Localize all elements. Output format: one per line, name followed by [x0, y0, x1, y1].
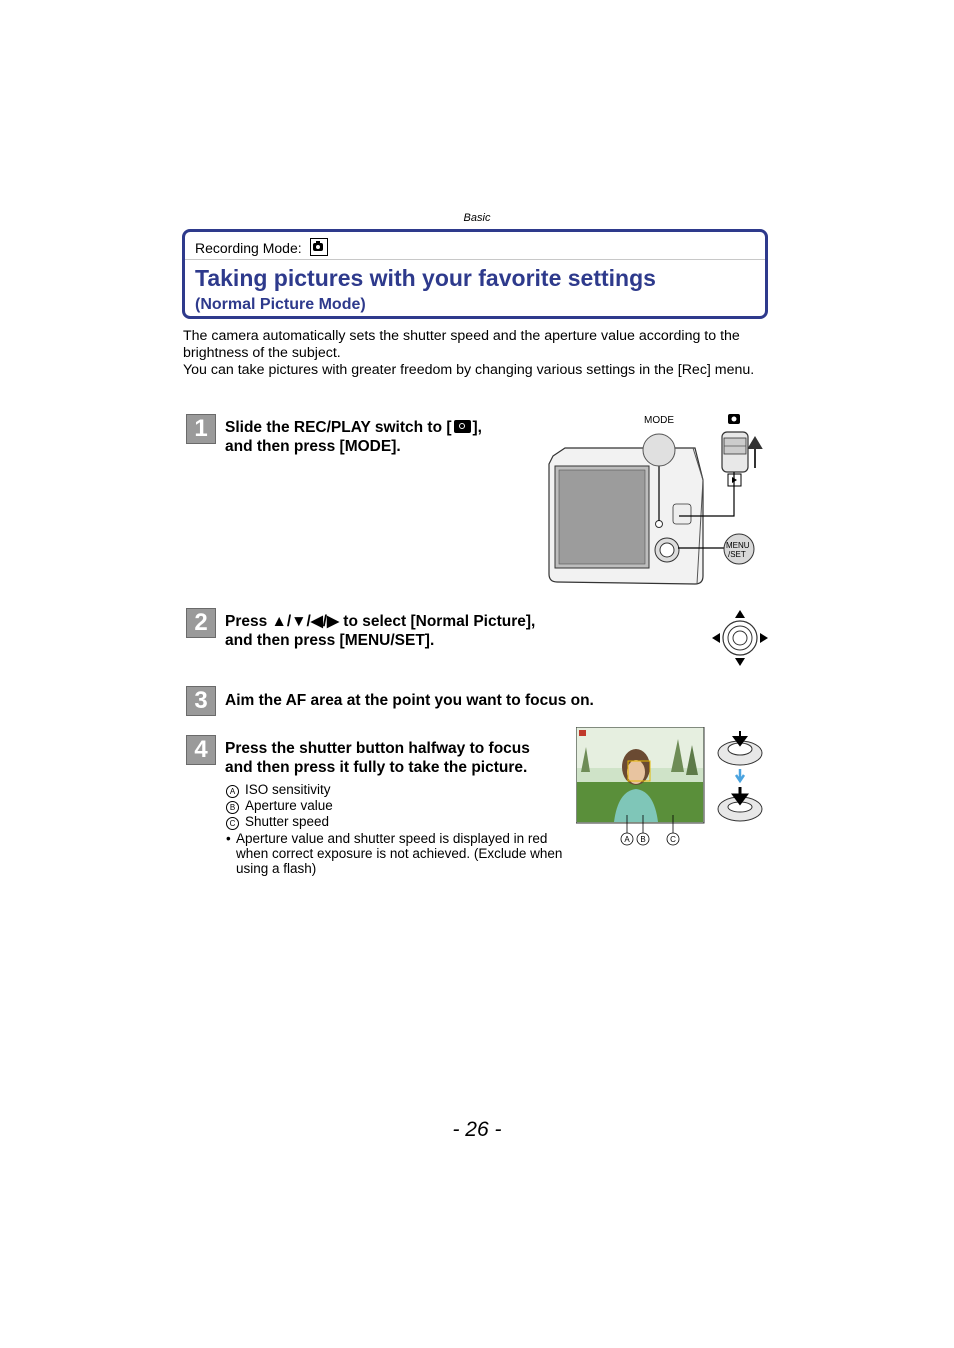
legend-item [226, 814, 556, 830]
photo-mark-b: B [640, 835, 646, 844]
photo-mark-a: A [624, 835, 630, 844]
intro-paragraph-2: You can take pictures with greater freedom by changing various settings in the [Rec] menu. [183, 362, 755, 378]
legend-text: Shutter speed [245, 814, 330, 829]
intro-text [183, 328, 773, 379]
legend-text: ISO sensitivity [245, 782, 331, 797]
section-label: Basic [463, 212, 491, 224]
legend-item [226, 798, 556, 814]
page-subtitle: (Normal Picture Mode) [195, 296, 366, 313]
step-1-line1-post: ], [472, 419, 482, 436]
intro-paragraph-1: The camera automatically sets the shutter speed and the aperture value according to the brightness of the subject. [183, 328, 740, 361]
legend-text: Aperture value [245, 798, 333, 813]
shutter-button-illustration [712, 727, 768, 827]
set-label: /SET [728, 550, 746, 559]
cursor-buttons-icon [710, 608, 770, 668]
photo-preview [576, 727, 706, 847]
title-box [182, 229, 768, 319]
step-4-line2: and then press it fully to take the picture. [225, 759, 528, 776]
legend-mark: A [226, 785, 239, 798]
step-2-text [225, 612, 625, 650]
step-3-number: 3 [186, 686, 216, 716]
step-4-number: 4 [186, 735, 216, 765]
step-1-number: 1 [186, 414, 216, 444]
step-2-line2: and then press [MENU/SET]. [225, 632, 435, 649]
page-number: - 26 - [452, 1118, 502, 1141]
legend-mark: B [226, 801, 239, 814]
camera-icon [454, 420, 471, 433]
page-title: Taking pictures with your favorite settings [195, 265, 656, 291]
recording-mode-label: Recording Mode: [195, 240, 302, 256]
step-3-text: Aim the AF area at the point you want to focus on. [225, 692, 594, 709]
step-1-text [225, 418, 525, 456]
step-1-line2: and then press [MODE]. [225, 438, 401, 455]
legend-item [226, 782, 556, 798]
camera-illustration [545, 408, 775, 590]
mode-label: MODE [644, 415, 674, 426]
bullet-note [226, 831, 571, 876]
step-2-line1: Press ▲/▼/◀/▶ to select [Normal Picture], [225, 613, 536, 630]
step-4-line1: Press the shutter button halfway to focus [225, 740, 530, 757]
bullet-note-text: Aperture value and shutter speed is displayed in red when correct exposure is not achieved. (Exclude when using a flash) [236, 831, 563, 876]
legend-mark: C [226, 817, 239, 830]
camera-mode-icon [310, 238, 328, 256]
step-4-text [225, 739, 585, 777]
step-2-number: 2 [186, 608, 216, 638]
menu-label: MENU [726, 541, 750, 550]
bullet-icon: • [226, 831, 231, 846]
photo-mark-c: C [670, 835, 676, 844]
step-1-line1-pre: Slide the REC/PLAY switch to [ [225, 419, 452, 436]
recording-mode-row [185, 232, 765, 260]
legend-list [226, 782, 556, 830]
